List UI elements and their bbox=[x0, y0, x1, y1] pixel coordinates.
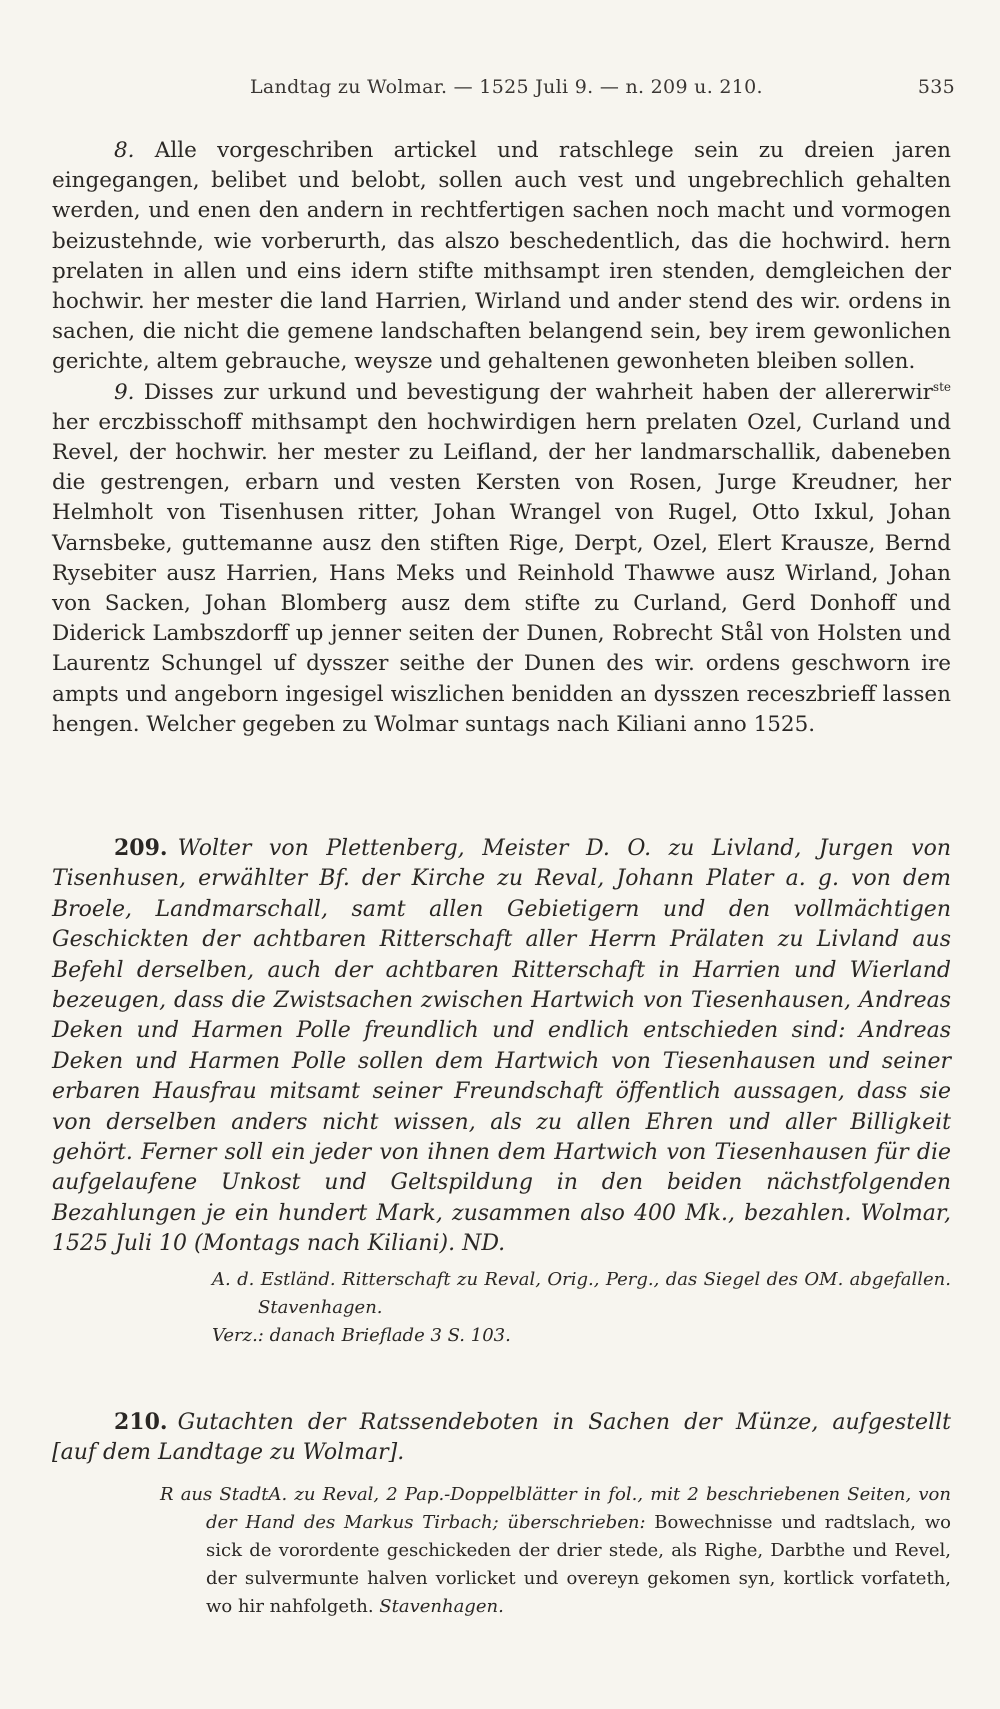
paragraph-text-cont: her erczbisschoff mithsampt den hochwirdigen hern prelaten Ozel, Curland und Revel, der hochwir. her mester zu Leifland, der her landmarschallik, dabeneben die gestrengen, erbarn und vesten Kersten von Rosen, Jurge Kreudner, her Helmholt von Tisenhusen ritter, Johan Wrangel von Rugel, Otto Ixkul, Johan Varnsbeke, guttemanne ausz den stiften Rige, Derpt, Ozel, Elert Krausze, Bernd Rysebiter ausz Harrien, Hans Meks und Reinhold Thawwe ausz Wirland, Johan von Sacken, Johan Blomberg ausz dem stifte zu Curland, Gerd Donhoff und Diderick Lambszdorff up jenner seiten der Dunen, Robrecht Stål von Holsten und Laurentz Schungel uf dysszer seithe der Dunen des wir. ordens geschworn ire ampts und angeborn ingesigel wiszlichen benidden an dysszen receszbrieff lassen hengen. Welcher gegeben zu Wolmar suntags nach Kiliani anno 1525. bbox=[52, 409, 951, 737]
source-note bbox=[52, 1481, 951, 1621]
source-archive: R aus StadtA. zu Reval, 2 Pap.-Doppelblätter in fol., mit 2 beschriebenen Seiten, von der Hand des Markus Tirbach; überschrieben: bbox=[160, 1483, 951, 1533]
page-number: 535 bbox=[917, 76, 955, 98]
paragraph-8 bbox=[52, 136, 951, 378]
paragraph-9 bbox=[52, 378, 951, 740]
document-number: 209. bbox=[114, 835, 168, 861]
paragraph-text: Disses zur urkund und bevestigung der wahrheit haben der allererwir bbox=[143, 379, 933, 405]
verzeichnis-line: Verz.: danach Brieflade 3 S. 103. bbox=[212, 1324, 511, 1346]
running-title: Landtag zu Wolmar. — 1525 Juli 9. — n. 209 u. 210. bbox=[250, 76, 763, 98]
paragraph-text: Alle vorgeschriben artickel und ratschlege sein zu dreien jaren eingegangen, belibet und belobt, sollen auch vest und ungebrechlich gehalten werden, und enen den andern in rechtfertigen sachen noch macht und vormogen beizustehnde, wie vorberurth, das alszo beschedentlich, das die hochwird. hern prelaten in allen und eins idern stifte mithsampt iren stenden, demgleichen der hochwir. her mester die land Harrien, Wirland und ander stend des wir. ordens in sachen, die nicht die gemene landschaften belangend sein, bey irem gewonlichen gerichte, altem gebrauche, weysze und gehaltenen gewonheten bleiben sollen. bbox=[52, 138, 951, 375]
paragraph-number: 8. bbox=[114, 138, 135, 163]
superscript: ste bbox=[932, 379, 951, 394]
document-210 bbox=[52, 1407, 951, 1621]
paragraph-number: 9. bbox=[114, 379, 135, 405]
regest-summary bbox=[52, 833, 951, 1260]
source-quote: Bowechnisse und radtslach, wo sick de vorordente geschickeden der drier stede, als Righe, Darbthe und Revel, der sulvermunte halven vorlicket und overeyn gekomen syn, kortlick vorfateth, wo hir nahfolgeth. bbox=[206, 1511, 952, 1617]
document-number: 210. bbox=[114, 1409, 168, 1435]
source-line bbox=[160, 1481, 951, 1621]
regest-text: Gutachten der Ratssendeboten in Sachen der Münze, aufgestellt [auf dem Landtage zu Wolmar]. bbox=[52, 1410, 951, 1466]
regest-text: Wolter von Plettenberg, Meister D. O. zu Livland, Jurgen von Tisenhusen, erwählter Bf. der Kirche zu Reval, Johann Plater a. g. von dem Broele, Landmarschall, samt allen Gebietigern und den vollmächtigen Geschickten der achtbaren Ritterschaft aller Herrn Prälaten zu Livland aus Befehl derselben, auch der achtbaren Ritterschaft in Harrien und Wierland bezeugen, dass die Zwistsachen zwischen Hartwich von Tiesenhausen, Andreas Deken und Harmen Polle freundlich und endlich entschieden sind: Andreas Deken und Harmen Polle sollen dem Hartwich von Tiesenhausen und seiner erbaren Hausfrau mitsamt seiner Freundschaft öffentlich aussagen, dass sie von derselben anders nicht wissen, als zu allen Ehren und aller Billigkeit gehört. Ferner soll ein jeder von ihnen dem Hartwich von Tiesenhausen für die aufgelaufene Unkost und Geltspildung in den beiden nächstfolgenden Bezahlungen je ein hundert Mark, zusammen also 400 Mk., bezahlen. Wolmar, 1525 Juli 10 (Montags nach Kiliani). ND. bbox=[52, 836, 951, 1257]
source-note bbox=[52, 1266, 951, 1350]
running-head bbox=[250, 76, 955, 98]
source-editor: Stavenhagen. bbox=[373, 1595, 504, 1617]
regest-summary bbox=[52, 1407, 951, 1469]
document-209 bbox=[52, 833, 951, 1350]
main-text bbox=[52, 136, 951, 740]
source-line: A. d. Estländ. Ritterschaft zu Reval, Orig., Perg., das Siegel des OM. abgefallen. Stavenhagen. bbox=[212, 1268, 951, 1318]
